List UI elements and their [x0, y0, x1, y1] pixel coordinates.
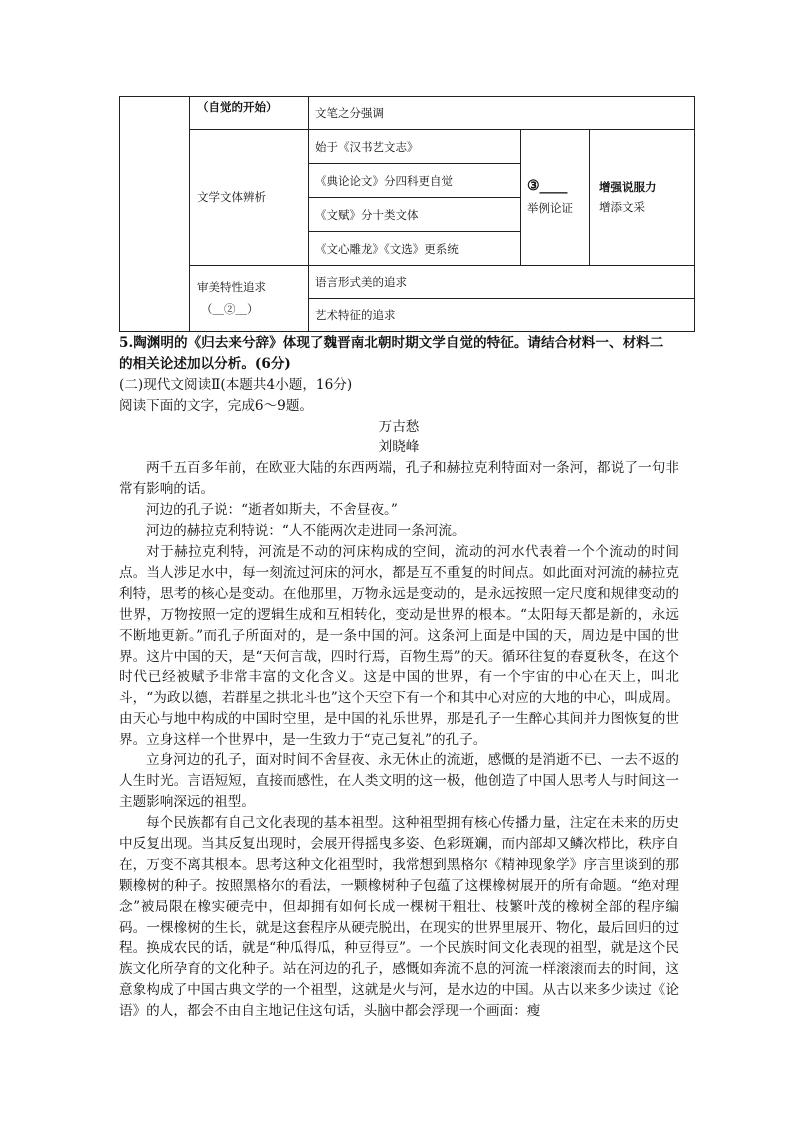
- row2-left: 文学文体辨析: [197, 190, 266, 204]
- row2-item-1: 始于《汉书艺文志》: [315, 140, 419, 154]
- section-instruction: 阅读下面的文字，完成6～9题。: [119, 398, 314, 414]
- row2-item-3: 《文赋》分十类文体: [315, 208, 419, 222]
- table-border-top: [119, 96, 695, 97]
- table-rule: [308, 96, 309, 332]
- article-paragraph-1: 两千五百多年前，在欧亚大陆的东西两端，孔子和赫拉克利特面对一条河，都说了一句非常有影响的话。: [119, 460, 679, 497]
- article-paragraph-2: 河边的孔子说：“逝者如斯夫，不舍昼夜。”: [146, 502, 398, 518]
- blank-2: （＿②＿）: [201, 302, 259, 316]
- table-border-right: [694, 96, 695, 332]
- row1-left: （自觉的开始）: [197, 100, 278, 114]
- article-title: 万古愁: [378, 419, 420, 435]
- row3-item-2: 艺术特征的追求: [315, 308, 396, 322]
- table-rule: [308, 197, 520, 198]
- row3-item-1: 语言形式美的追求: [315, 275, 407, 289]
- article-paragraph-4: 对于赫拉克利特，河流是不动的河床构成的空间，流动的河水代表着一个个流动的时间点。当人涉足水中，每一刻流过河床的河水，都是互不重复的时间点。如此面对河流的赫拉克利特，思考的核心是变动。在他那里，万物永远是变动的，是永远按照一定尺度和规律变动的世界，万物按照一定的逻辑生成和互相转化，变动是世界的根本。“太阳每天都是新的，永远不断地更新。”而孔子所面对的，是一条中国的河。这条河上面是中国的天，周边是中国的世界。这片中国的天，是“天何言哉，四时行焉，百物生焉”的天。循环往复的春夏秋冬，在这个时代已经被赋予非常丰富的文化含义。这是中国的世界，有一个宇宙的中心在天上，叫北斗，“为政以德，若群星之拱北斗也”这个天空下有一个和其中心对应的大地的中心，叫成周。由天心与地中构成的中国时空里，是中国的礼乐世界，那是孔子一生醉心其间并力图恢复的世界。立身这样一个世界中，是一生致力于“克己复礼”的孔子。: [119, 544, 679, 749]
- row2-item-2: 《典论论文》分四科更自觉: [315, 174, 453, 188]
- table-rule: [308, 231, 520, 232]
- table-rule: [589, 129, 590, 265]
- article-paragraph-3: 河边的赫拉克利特说：“人不能两次走进同一条河流。: [146, 523, 466, 539]
- table-rule: [189, 265, 695, 266]
- method-label: 举例论证: [527, 201, 573, 215]
- article-paragraph-6: 每个民族都有自己文化表现的基本祖型。这种祖型拥有核心传播力量，注定在未来的历史中反复出现。当其反复出现时，会展开得摇曳多姿、色彩斑斓，而内部却又鳞次栉比，秩序自在，万变不离其根本。思考这种文化祖型时，我常想到黑格尔《精神现象学》序言里谈到的那颗橡树的种子。按照黑格尔的看法，一颗橡树种子包蕴了这棵橡树展开的所有命题。“绝对理念”被局限在橡实硬壳中，但却拥有如何长成一棵树干粗壮、枝繁叶茂的橡树全部的程序编码。一棵橡树的生长，就是这套程序从硬壳脱出，在现实的世界里展开、物化，最后回归的过程。换成农民的话，就是“种瓜得瓜，种豆得豆”。一个民族时间文化表现的祖型，就是这个民族文化所孕育的文化种子。站在河边的孔子，感慨如奔流不息的河流一样滚滚而去的时间，这意象构成了中国古典文学的一个祖型，这就是火与河，是水边的中国。从古以来多少读过《论语》的人，都会不由自主地记住这句话，头脑中都会浮现一个画面：瘦: [119, 815, 679, 1020]
- table-rule: [520, 129, 521, 265]
- effect-title: 增强说服力: [599, 180, 657, 194]
- table-rule: [189, 96, 190, 332]
- article-author: 刘晓峰: [378, 439, 420, 455]
- row1-mid: 文笔之分强调: [315, 106, 384, 120]
- article-paragraph-5: 立身河边的孔子，面对时间不舍昼夜、永无休止的流逝，感慨的是消逝不已、一去不返的人生时光。言语短短，直接而感性，在人类文明的这一极，他创造了中国人思考人与时间这一主题影响深远的祖型。: [119, 752, 679, 810]
- row2-item-4: 《文心雕龙》《文选》更系统: [315, 242, 459, 256]
- outline-table: [119, 96, 695, 332]
- question5-line1: 5.陶渊明的《归去来兮辞》体现了魏晋南北朝时期文学自觉的特征。请结合材料一、材料二: [119, 335, 664, 351]
- table-rule: [308, 298, 695, 299]
- table-border-left: [119, 96, 120, 332]
- section-heading: (二)现代文阅读Ⅱ(本题共4小题，16分): [119, 377, 353, 393]
- row3-left-title: 审美特性追求: [197, 280, 266, 294]
- effect-sub: 增添文采: [599, 200, 645, 214]
- question5-line2: 的相关论述加以分析。(6分): [119, 356, 291, 372]
- table-rule: [308, 163, 520, 164]
- table-border-bottom: [119, 331, 695, 332]
- table-rule: [189, 129, 695, 130]
- blank-3: ③____: [527, 178, 568, 194]
